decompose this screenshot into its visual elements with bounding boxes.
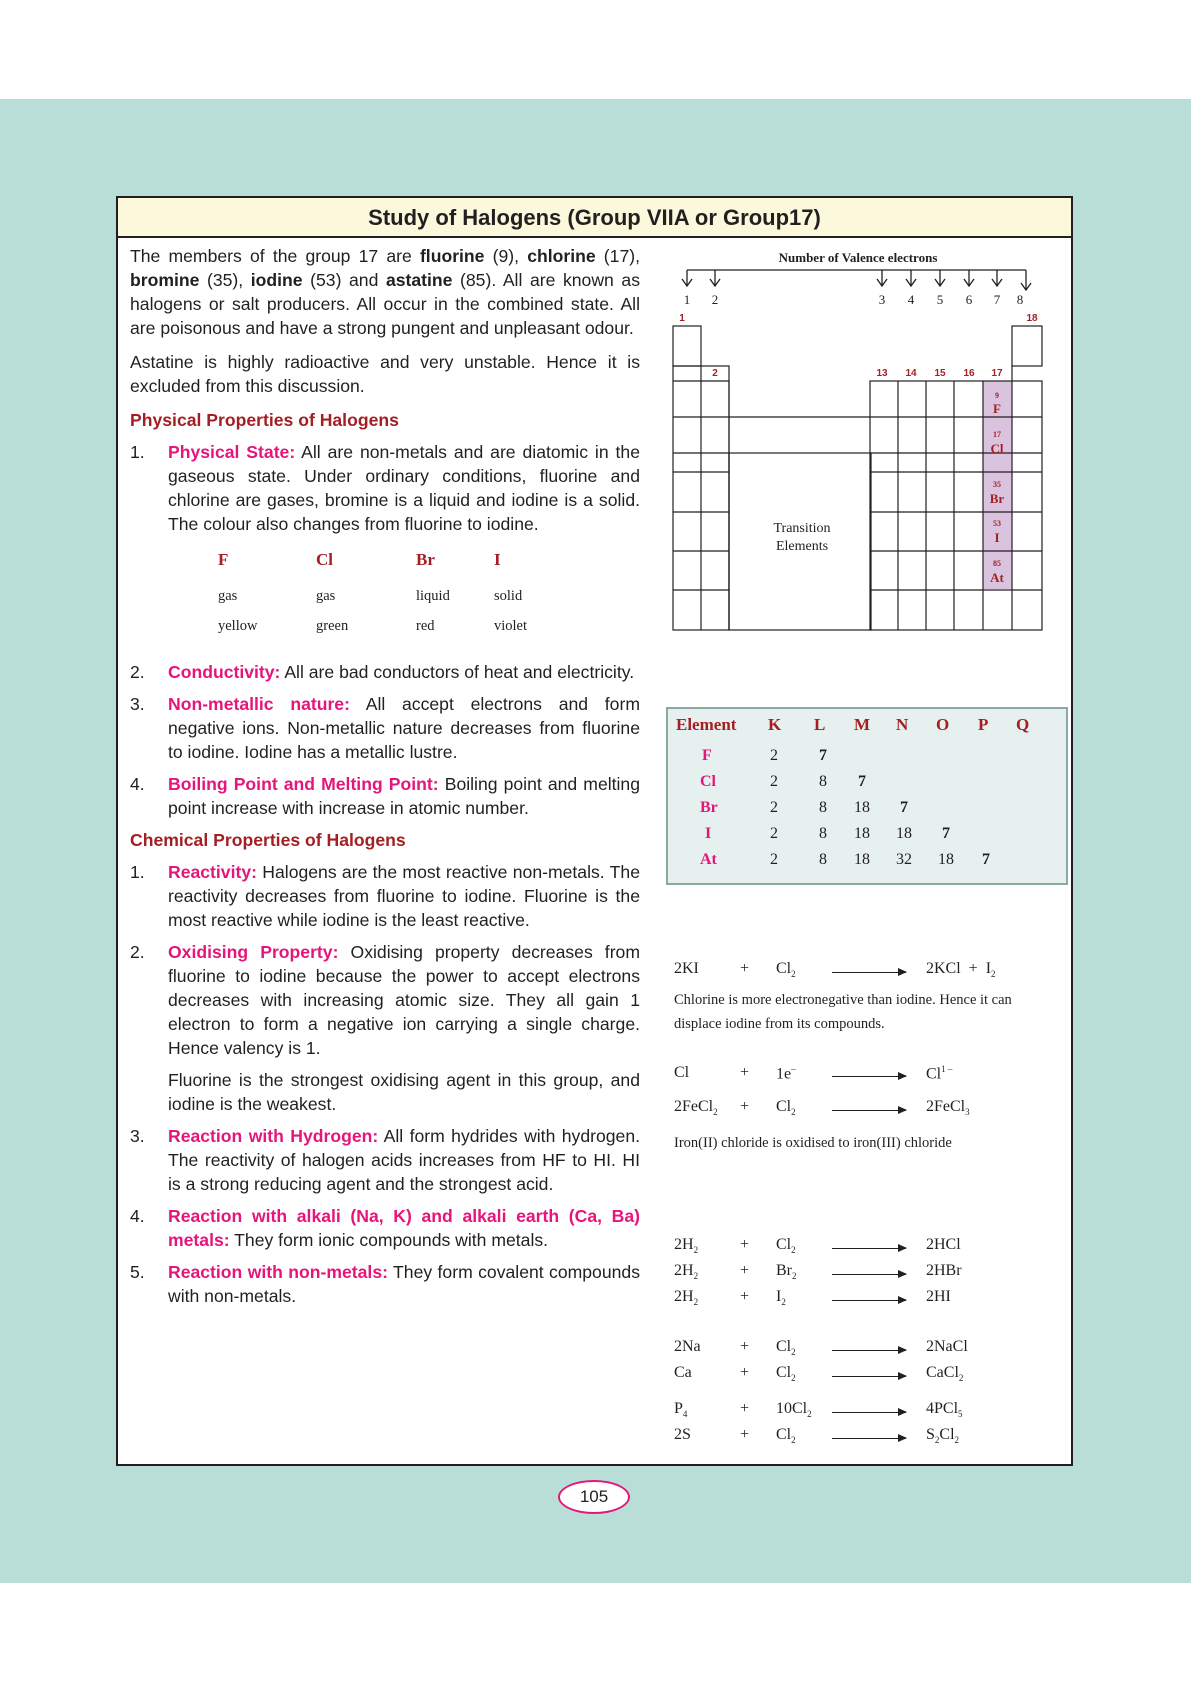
equation-product: $2KCl + I_2$ bbox=[926, 960, 996, 980]
table-header: Q bbox=[1016, 715, 1030, 734]
element-symbol: At bbox=[700, 851, 717, 868]
item-keyword: Oxidising Property: bbox=[168, 942, 339, 962]
valence-number: 1 bbox=[683, 292, 691, 307]
element-symbol: Cl bbox=[700, 773, 716, 790]
state-phase: solid bbox=[494, 588, 523, 604]
p-block bbox=[870, 381, 1042, 630]
valence-number: 7 bbox=[993, 292, 1001, 307]
intro-astatine: astatine bbox=[385, 270, 453, 290]
chemical-heading: Chemical Properties of Halogens bbox=[130, 830, 406, 850]
halogen-symbol: At bbox=[990, 570, 1004, 585]
halogen-atomic-number: 53 bbox=[993, 519, 1001, 528]
intro-text: (9), bbox=[484, 246, 528, 266]
item-number: 2. bbox=[130, 942, 145, 962]
group-label: 18 bbox=[1026, 313, 1038, 324]
reaction-arrow bbox=[832, 1274, 906, 1275]
plus-sign: + bbox=[740, 1364, 750, 1381]
item-keyword: Boiling Point and Melting Point: bbox=[168, 774, 439, 794]
valence-number: 8 bbox=[1016, 292, 1024, 307]
transition-label: Transition bbox=[773, 521, 831, 536]
chemical-item bbox=[130, 1260, 640, 1308]
equation-product: 2HBr bbox=[926, 1262, 962, 1279]
shell-value: 7 bbox=[900, 799, 908, 816]
valence-number: 6 bbox=[965, 292, 973, 307]
plus-sign: + bbox=[740, 1064, 750, 1081]
periodic-table-diagram bbox=[670, 242, 1070, 642]
intro-iodine: iodine bbox=[250, 270, 303, 290]
item-text: Halogens are the most reactive non-metals. The reactivity decreases from fluorine to iodine. Fluorine is the most reactive while iodine is the least reactive. bbox=[168, 862, 640, 930]
reaction-arrow bbox=[832, 972, 906, 973]
reaction-arrow bbox=[832, 1076, 906, 1077]
plus-sign: + bbox=[740, 1236, 750, 1253]
item-keyword: Physical State: bbox=[168, 442, 296, 462]
shell-value: 32 bbox=[896, 851, 912, 868]
halogen-symbol: F bbox=[993, 401, 1001, 416]
plus-sign: + bbox=[740, 1338, 750, 1355]
plus-sign: + bbox=[740, 1426, 750, 1443]
item-text: All form hydrides with hydrogen. The reactivity of halogen acids increases from HF to HI. HI is a strong reducing agent and the strongest acid. bbox=[168, 1126, 640, 1194]
state-symbol: Br bbox=[416, 550, 435, 569]
item-number: 1. bbox=[130, 442, 145, 462]
page-number: 105 bbox=[558, 1480, 630, 1514]
group-label: 14 bbox=[905, 368, 917, 379]
equation-reactant: $Cl_2$ bbox=[776, 1098, 796, 1118]
content-frame bbox=[116, 196, 1073, 1466]
shell-value: 7 bbox=[858, 773, 866, 790]
intro-bromine: bromine bbox=[130, 270, 200, 290]
shell-value: 18 bbox=[854, 825, 870, 842]
item-text: All are non-metals and are diatomic in the gaseous state. Under ordinary conditions, fluorine and chlorine are gases, bromine is a liquid and iodine is a solid. The colour also changes from fluorine to iodine. bbox=[168, 442, 640, 534]
state-symbol: F bbox=[218, 550, 229, 569]
reaction-arrow bbox=[832, 1248, 906, 1249]
shell-value: 2 bbox=[770, 825, 778, 842]
table-header: Element bbox=[676, 715, 737, 734]
valence-arrows bbox=[682, 270, 1031, 290]
shell-value: 7 bbox=[942, 825, 950, 842]
reaction-arrow bbox=[832, 1110, 906, 1111]
physical-item bbox=[130, 772, 640, 820]
table-header: O bbox=[936, 715, 950, 734]
equation-product: 2HCl bbox=[926, 1236, 961, 1253]
chemical-item bbox=[130, 940, 640, 1060]
equation-reactant: 2FeCl$_2$ bbox=[674, 1098, 718, 1118]
equation-reactant: $I_2$ bbox=[776, 1288, 786, 1308]
intro-text: (85). All are known as halogens or salt producers. All occur in the combined state. All are poisonous and have a strong pungent and unpleasant odour. bbox=[130, 270, 640, 338]
equation-product: 2FeCl$_3$ bbox=[926, 1098, 970, 1118]
table-header: L bbox=[814, 715, 826, 734]
item-number: 4. bbox=[130, 1206, 145, 1226]
group-label: 17 bbox=[991, 368, 1003, 379]
equation-product: 2HI bbox=[926, 1288, 951, 1305]
reactivity-note bbox=[674, 988, 1064, 1036]
halogen-symbol: Cl bbox=[990, 441, 1004, 456]
shell-value: 18 bbox=[854, 799, 870, 816]
halogen-atomic-number: 85 bbox=[993, 559, 1001, 568]
item-number: 5. bbox=[130, 1262, 145, 1282]
intro-text: (35), bbox=[199, 270, 251, 290]
valence-number: 3 bbox=[878, 292, 886, 307]
equation-product: CaCl$_2$ bbox=[926, 1364, 964, 1384]
table-header: P bbox=[978, 715, 989, 734]
transition-label: Elements bbox=[775, 539, 829, 554]
item-text: All accept electrons and form negative ions. Non-metallic nature decreases from fluorine to iodine. Iodine has a metallic lustre. bbox=[168, 694, 640, 762]
group-label: 2 bbox=[712, 368, 718, 379]
state-phase: liquid bbox=[416, 588, 450, 604]
shell-value: 2 bbox=[770, 799, 778, 816]
equation-product: 2NaCl bbox=[926, 1338, 968, 1355]
table-header: N bbox=[896, 715, 909, 734]
title-bar bbox=[118, 198, 1071, 238]
item-number: 3. bbox=[130, 694, 145, 714]
item-number: 3. bbox=[130, 1126, 145, 1146]
shell-value: 2 bbox=[770, 851, 778, 868]
item-keyword: Reaction with alkali (Na, K) and alkali earth (Ca, Ba) metals: bbox=[168, 1206, 640, 1250]
state-colour: violet bbox=[494, 618, 528, 634]
halogen-symbol: Br bbox=[989, 491, 1005, 506]
shell-value: 18 bbox=[896, 825, 912, 842]
halogen-atomic-number: 9 bbox=[995, 391, 999, 400]
shell-value: 8 bbox=[819, 851, 827, 868]
equation-reactant: $Cl_2$ bbox=[776, 1338, 796, 1358]
equation-product: 4PCl$_5$ bbox=[926, 1400, 963, 1420]
equation-product: $Cl^{1 -}$ bbox=[926, 1064, 953, 1083]
electron-configuration-table bbox=[666, 707, 1068, 885]
plus-sign: + bbox=[740, 960, 750, 977]
reaction-arrow bbox=[832, 1438, 906, 1439]
page-title: Study of Halogens (Group VIIA or Group17) bbox=[368, 205, 821, 230]
plus-sign: + bbox=[740, 1098, 750, 1115]
halogen-atomic-number: 17 bbox=[993, 430, 1001, 439]
group-label: 13 bbox=[876, 368, 888, 379]
item-text: Oxidising property decreases from fluorine to iodine because the power to accept electrons decreases with increasing atomic size. They all gain 1 electron to form a negative ion carrying a single charge. Hence valency is 1. bbox=[168, 942, 640, 1058]
item-keyword: Non-metallic nature: bbox=[168, 694, 350, 714]
physical-item bbox=[130, 692, 640, 764]
valence-number: 5 bbox=[936, 292, 944, 307]
valence-label: Number of Valence electrons bbox=[778, 250, 938, 265]
shell-value: 8 bbox=[819, 799, 827, 816]
shell-value: 2 bbox=[770, 773, 778, 790]
equation-reactant: 2Na bbox=[674, 1338, 701, 1355]
group18-top-cell bbox=[1012, 326, 1042, 366]
item-keyword: Reaction with Hydrogen: bbox=[168, 1126, 379, 1146]
shell-value: 7 bbox=[982, 851, 990, 868]
equation-reactant: $Cl_2$ bbox=[776, 1236, 796, 1256]
equation-reactant: Ca bbox=[674, 1364, 692, 1381]
equation-reactant: $Br_2$ bbox=[776, 1262, 797, 1282]
item-text: They form covalent compounds with non-metals. bbox=[168, 1262, 640, 1306]
plus-sign: + bbox=[740, 1262, 750, 1279]
element-symbol: Br bbox=[700, 799, 718, 816]
state-colour: yellow bbox=[218, 618, 258, 634]
shell-value: 18 bbox=[938, 851, 954, 868]
chemical-item bbox=[130, 1124, 640, 1196]
states-table bbox=[130, 544, 640, 654]
intro-paragraph bbox=[130, 244, 640, 340]
group-label: 15 bbox=[934, 368, 946, 379]
physical-item bbox=[130, 440, 640, 536]
equation-reactant: $10Cl_2$ bbox=[776, 1400, 812, 1420]
shell-value: 2 bbox=[770, 747, 778, 764]
item-number: 4. bbox=[130, 774, 145, 794]
item-text: They form ionic compounds with metals. bbox=[229, 1230, 549, 1250]
intro-text: (53) and bbox=[302, 270, 386, 290]
item-keyword: Reactivity: bbox=[168, 862, 257, 882]
shell-value: 8 bbox=[819, 773, 827, 790]
equation-reactant: 2KI bbox=[674, 960, 699, 977]
reactivity-note-line: Chlorine is more electronegative than iodine. Hence it can bbox=[674, 992, 1012, 1008]
intro-text: The members of the group 17 are bbox=[130, 246, 420, 266]
table-header: M bbox=[854, 715, 871, 734]
state-symbol: Cl bbox=[316, 550, 333, 569]
equation-reactant: $Cl_2$ bbox=[776, 1364, 796, 1384]
element-symbol: I bbox=[705, 825, 712, 842]
item-text: All are bad conductors of heat and electricity. bbox=[280, 662, 635, 682]
state-colour: red bbox=[416, 618, 435, 634]
plus-sign: + bbox=[740, 1400, 750, 1417]
group1-top-cell bbox=[673, 326, 701, 366]
reaction-arrow bbox=[832, 1350, 906, 1351]
intro-chlorine: chlorine bbox=[527, 246, 596, 266]
group-label: 16 bbox=[963, 368, 975, 379]
item-number: 1. bbox=[130, 862, 145, 882]
state-colour: green bbox=[316, 618, 349, 634]
equation-reactant: Cl bbox=[674, 1064, 690, 1081]
valence-number: 2 bbox=[711, 292, 719, 307]
equation-reactant: $2H_2$ bbox=[674, 1236, 699, 1256]
chemical-item bbox=[130, 860, 640, 932]
physical-item bbox=[130, 660, 640, 684]
equation-reactant: 1e– bbox=[776, 1064, 796, 1083]
equation-reactant: $P_4$ bbox=[674, 1400, 688, 1420]
equation-reactant: $Cl_2$ bbox=[776, 1426, 796, 1446]
valence-number: 4 bbox=[907, 292, 915, 307]
equation-reactant: $2H_2$ bbox=[674, 1288, 699, 1308]
item-number: 2. bbox=[130, 662, 145, 682]
reaction-arrow bbox=[832, 1376, 906, 1377]
physical-heading: Physical Properties of Halogens bbox=[130, 410, 399, 430]
halogen-atomic-number: 35 bbox=[993, 480, 1001, 489]
intro-fluorine: fluorine bbox=[419, 246, 485, 266]
astatine-paragraph: Astatine is highly radioactive and very unstable. Hence it is excluded from this discussion. bbox=[130, 352, 640, 396]
reactivity-note-line: displace iodine from its compounds. bbox=[674, 1016, 885, 1032]
plus-sign: + bbox=[740, 1288, 750, 1305]
state-phase: gas bbox=[316, 588, 336, 604]
item-text: Boiling point and melting point increase with increase in atomic number. bbox=[168, 774, 641, 818]
equation-reactant: 2S bbox=[674, 1426, 691, 1443]
equation-product: $S_2Cl_2$ bbox=[926, 1426, 960, 1446]
state-phase: gas bbox=[218, 588, 238, 604]
group-label: 1 bbox=[679, 313, 685, 324]
halogen-symbol: I bbox=[994, 530, 1000, 545]
equation-reactant: $Cl_2$ bbox=[776, 960, 796, 980]
shell-value: 18 bbox=[854, 851, 870, 868]
shell-value: 7 bbox=[819, 747, 827, 764]
intro-text: (17), bbox=[595, 246, 640, 266]
oxidising-note: Fluorine is the strongest oxidising agent in this group, and iodine is the weakest. bbox=[168, 1070, 640, 1114]
table-header: K bbox=[768, 715, 782, 734]
shell-value: 8 bbox=[819, 825, 827, 842]
reaction-arrow bbox=[832, 1412, 906, 1413]
item-keyword: Reaction with non-metals: bbox=[168, 1262, 388, 1282]
left-column bbox=[130, 244, 640, 1316]
chemical-item bbox=[130, 1204, 640, 1252]
item-keyword: Conductivity: bbox=[168, 662, 281, 682]
equation-reactant: $2H_2$ bbox=[674, 1262, 699, 1282]
reaction-arrow bbox=[832, 1300, 906, 1301]
state-symbol: I bbox=[494, 550, 501, 569]
oxidising-equation-note: Iron(II) chloride is oxidised to iron(III) chloride bbox=[674, 1135, 952, 1151]
element-symbol: F bbox=[702, 747, 712, 764]
